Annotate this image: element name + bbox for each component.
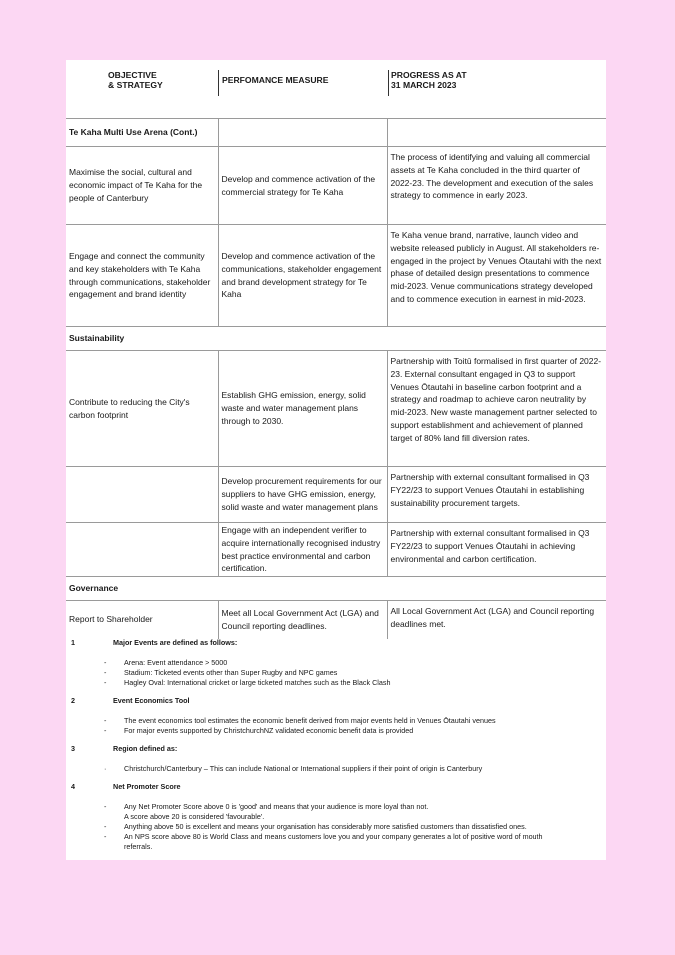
objective-cell xyxy=(66,523,218,577)
footnote-number: 3 xyxy=(71,744,75,753)
section-row xyxy=(66,327,606,351)
table-row xyxy=(66,601,606,639)
footnote-heading xyxy=(66,638,606,652)
progress-cell: Te Kaha venue brand, narrative, launch video and website released publicly in August. All stakeholders re-engaged in the project by Venues Ōtautahi with the next phase of detailed design presentations to commence mid-2023. Venue communications strategy developed and to commence execution in earnest in mid-2023. xyxy=(387,225,606,327)
section-title: Te Kaha Multi Use Arena (Cont.) xyxy=(66,119,218,147)
footnote-number: 4 xyxy=(71,782,75,791)
footnote-title: Event Economics Tool xyxy=(113,696,190,705)
footnote-text: Stadium: Ticketed events other than Super Rugby and NPC games xyxy=(124,668,338,677)
table-row xyxy=(66,351,606,467)
objective-cell: Contribute to reducing the City's carbon footprint xyxy=(66,351,218,467)
footnote-line: - For major events supported by ChristchurchNZ validated economic benefit data is provided xyxy=(104,726,414,735)
table-row xyxy=(66,523,606,577)
header-progress-line1: PROGRESS AS AT xyxy=(391,70,467,80)
footnote-text: Any Net Promoter Score above 0 is 'good' and means that your audience is more loyal than not. xyxy=(124,802,429,811)
section-title: Governance xyxy=(66,577,606,601)
header-objective-line1: OBJECTIVE xyxy=(108,70,157,80)
footnote-line xyxy=(66,842,606,852)
section-row xyxy=(66,577,606,601)
section-title: Sustainability xyxy=(66,327,606,351)
objectives-table xyxy=(66,118,606,639)
footnote-text: The event economics tool estimates the economic benefit derived from major events held in Venues Ōtautahi venues xyxy=(124,716,496,725)
measure-cell: Meet all Local Government Act (LGA) and Council reporting deadlines. xyxy=(218,601,387,639)
footnote-text: A score above 20 is considered 'favourable'. xyxy=(124,812,265,821)
progress-cell: The process of identifying and valuing all commercial assets at Te Kaha concluded in the third quarter of 2022-23. The development and execution of the sales strategy to commence in early 2023. xyxy=(387,147,606,225)
table-header xyxy=(66,60,606,118)
footnote-title: Major Events are defined as follows: xyxy=(113,638,238,647)
footnote-line: · Christchurch/Canterbury – This can include National or International suppliers if their point of origin is Canterbury xyxy=(104,764,483,773)
footnote-text: referrals. xyxy=(124,842,153,851)
footnote-heading xyxy=(66,744,606,758)
footnote-line xyxy=(66,812,606,822)
progress-cell: Partnership with external consultant formalised in Q3 FY22/23 to support Venues Ōtautahi in establishing sustainability procurement targets. xyxy=(387,467,606,523)
header-objective-line2: & STRATEGY xyxy=(108,80,163,90)
header-progress-line2: 31 MARCH 2023 xyxy=(391,80,457,90)
document-page xyxy=(66,60,606,860)
footnote-text: Hagley Oval: International cricket or large ticketed matches such as the Black Clash xyxy=(124,678,391,687)
footnote-number: 1 xyxy=(71,638,75,647)
measure-cell: Engage with an independent verifier to acquire internationally recognised industry best practice environmental and carbon certification. xyxy=(218,523,387,577)
progress-cell: Partnership with external consultant formalised in Q3 FY22/23 to support Venues Ōtautahi in achieving environmental and carbon certification. xyxy=(387,523,606,577)
table-row xyxy=(66,147,606,225)
table-row xyxy=(66,467,606,523)
objective-cell: Engage and connect the community and key stakeholders with Te Kaha through communications, stakeholder engagement and brand identity xyxy=(66,225,218,327)
footnote-line: - An NPS score above 80 is World Class and means customers love you and your company generates a lot of positive word of mouth xyxy=(104,832,543,841)
progress-cell: All Local Government Act (LGA) and Council reporting deadlines met. xyxy=(387,601,606,639)
footnote-number: 2 xyxy=(71,696,75,705)
footnote-title: Net Promoter Score xyxy=(113,782,181,791)
footnote-heading xyxy=(66,782,606,796)
measure-cell: Develop procurement requirements for our suppliers to have GHG emission, energy, solid waste and water management plans xyxy=(218,467,387,523)
empty-cell xyxy=(387,119,606,147)
objective-cell: Maximise the social, cultural and economic impact of Te Kaha for the people of Canterbury xyxy=(66,147,218,225)
section-row xyxy=(66,119,606,147)
measure-cell: Establish GHG emission, energy, solid waste and water management plans through to 2030. xyxy=(218,351,387,467)
table-row xyxy=(66,225,606,327)
footnote-text: Anything above 50 is excellent and means your organisation has considerably more satisfied customers than dissatisfied ones. xyxy=(124,822,527,831)
measure-cell: Develop and commence activation of the communications, stakeholder engagement and brand development strategy for Te Kaha xyxy=(218,225,387,327)
header-measure: PERFOMANCE MEASURE xyxy=(218,70,382,96)
footnote-line: - The event economics tool estimates the economic benefit derived from major events held in Venues Ōtautahi venues xyxy=(104,716,496,725)
empty-cell xyxy=(218,119,387,147)
header-objective xyxy=(108,70,208,90)
footnote-line: - Stadium: Ticketed events other than Super Rugby and NPC games xyxy=(104,668,338,677)
footnote-text: Christchurch/Canterbury – This can include National or International suppliers if their point of origin is Canterbury xyxy=(124,764,483,773)
footnote-text: For major events supported by ChristchurchNZ validated economic benefit data is provided xyxy=(124,726,414,735)
footnote-heading xyxy=(66,696,606,710)
objective-cell: Report to Shareholder xyxy=(66,601,218,639)
footnote-line: - Arena: Event attendance > 5000 xyxy=(104,658,228,667)
footnote-line: - Any Net Promoter Score above 0 is 'good' and means that your audience is more loyal than not. xyxy=(104,802,429,811)
footnote-line: - Anything above 50 is excellent and means your organisation has considerably more satisfied customers than dissatisfied ones. xyxy=(104,822,527,831)
footnote-line: - Hagley Oval: International cricket or large ticketed matches such as the Black Clash xyxy=(104,678,391,687)
measure-cell: Develop and commence activation of the commercial strategy for Te Kaha xyxy=(218,147,387,225)
objective-cell xyxy=(66,467,218,523)
footnote-text: Arena: Event attendance > 5000 xyxy=(124,658,228,667)
footnote-text: An NPS score above 80 is World Class and means customers love you and your company generates a lot of positive word of mouth xyxy=(124,832,543,841)
progress-cell: Partnership with Toitū formalised in first quarter of 2022-23. External consultant engaged in Q3 to support Venues Ōtautahi in baseline carbon footprint and a strategy and roadmap to achieve caron neutrality by mid-2023. New waste management partner selected to support establishment and achievement of planned target of 80% land fill diversion rates. xyxy=(387,351,606,467)
footnote-title: Region defined as: xyxy=(113,744,178,753)
header-progress xyxy=(388,70,591,96)
footnotes xyxy=(66,638,606,852)
